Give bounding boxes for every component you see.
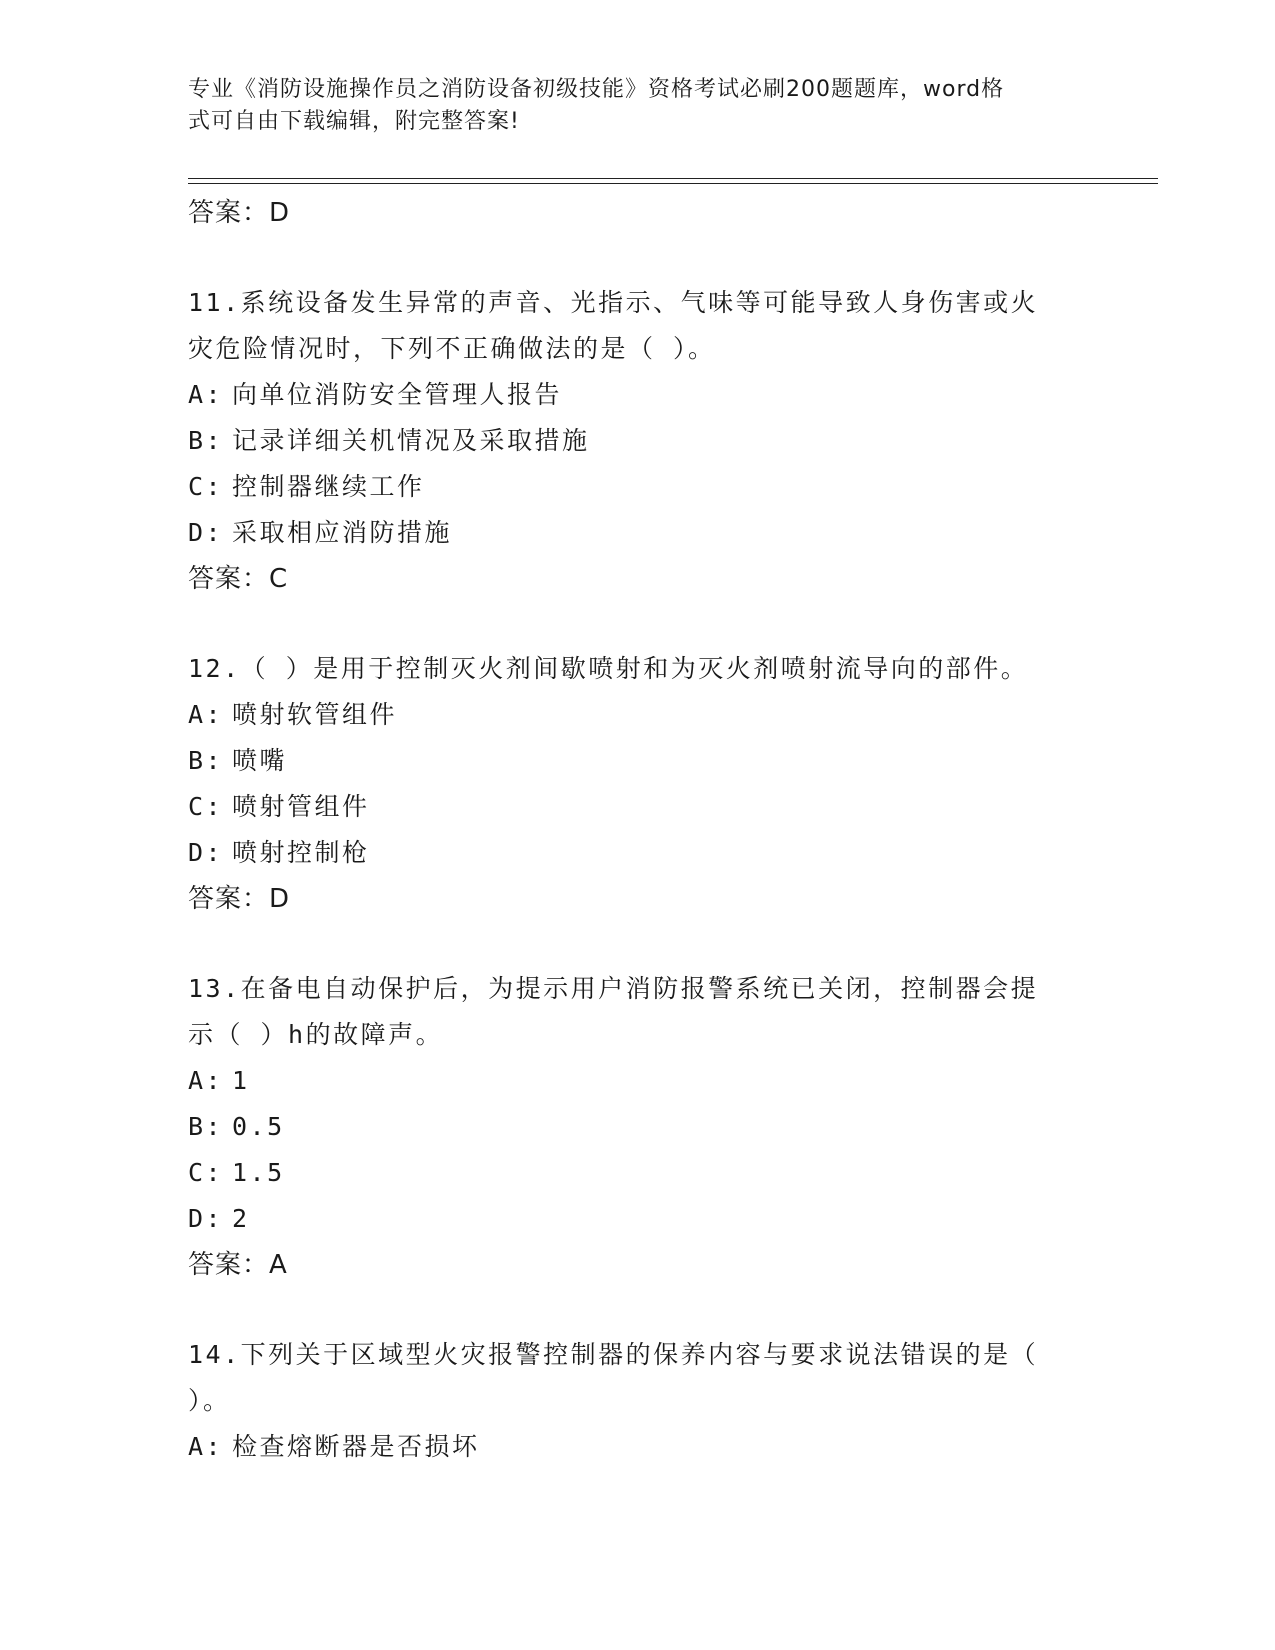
question-text-line: 12.（ ）是用于控制灭火剂间歇喷射和为灭火剂喷射流导向的部件。: [188, 654, 1029, 683]
option-d: [188, 1196, 1088, 1242]
option-a: [188, 1058, 1088, 1104]
option-letter: C:: [188, 472, 224, 501]
option-b: [188, 738, 1088, 784]
question-text-line: ）。: [188, 1386, 231, 1415]
option-letter: D:: [188, 518, 224, 547]
option-text: 采取相应消防措施: [232, 518, 453, 547]
option-c: [188, 1150, 1088, 1196]
option-text: 喷嘴: [232, 746, 288, 775]
option-letter: A:: [188, 1066, 224, 1095]
answer-line: 答案：D: [188, 198, 291, 228]
option-c: [188, 464, 1088, 510]
option-text: 0.5: [232, 1112, 285, 1141]
option-letter: B:: [188, 746, 224, 775]
option-text: 1: [232, 1066, 250, 1095]
option-c: [188, 784, 1088, 830]
question-text-line: 灾危险情况时，下列不正确做法的是（ ）。: [188, 334, 716, 363]
question-text-line: 示（ ）h的故障声。: [188, 1020, 444, 1049]
option-text: 喷射控制枪: [232, 838, 370, 867]
option-text: 向单位消防安全管理人报告: [232, 380, 563, 409]
question-block: [188, 966, 1088, 1288]
option-letter: C:: [188, 1158, 224, 1187]
option-d: [188, 510, 1088, 556]
question-text-line: 14.下列关于区域型火灾报警控制器的保养内容与要求说法错误的是（: [188, 1340, 1039, 1369]
option-letter: D:: [188, 838, 224, 867]
header-line-2: 式可自由下载编辑，附完整答案!: [188, 109, 520, 134]
answer-line: 答案：C: [188, 564, 289, 594]
option-text: 喷射管组件: [232, 792, 370, 821]
answer-line: 答案：D: [188, 884, 291, 914]
question-block: [188, 1332, 1088, 1470]
option-b: [188, 418, 1088, 464]
option-d: [188, 830, 1088, 876]
option-a: [188, 692, 1088, 738]
header-line-1: 专业《消防设施操作员之消防设备初级技能》资格考试必刷200题题库，word格: [188, 77, 1005, 102]
header-divider-bottom: [188, 183, 1158, 184]
answer-line: 答案：A: [188, 1250, 288, 1280]
question-block: [188, 646, 1088, 922]
question-text-line: 13.在备电自动保护后，为提示用户消防报警系统已关闭，控制器会提: [188, 974, 1039, 1003]
option-text: 检查熔断器是否损坏: [232, 1432, 480, 1461]
question-block: [188, 280, 1088, 602]
option-letter: A:: [188, 1432, 224, 1461]
option-text: 1.5: [232, 1158, 285, 1187]
option-letter: A:: [188, 700, 224, 729]
option-a: [188, 1424, 1088, 1470]
option-text: 记录详细关机情况及采取措施: [232, 426, 590, 455]
option-text: 2: [232, 1204, 250, 1233]
question-text-line: 11.系统设备发生异常的声音、光指示、气味等可能导致人身伤害或火: [188, 288, 1039, 317]
option-letter: A:: [188, 380, 224, 409]
option-letter: D:: [188, 1204, 224, 1233]
document-body: [188, 190, 1088, 1470]
document-header: [188, 74, 1068, 138]
option-a: [188, 372, 1088, 418]
option-letter: B:: [188, 1112, 224, 1141]
option-text: 控制器继续工作: [232, 472, 425, 501]
header-divider-top: [188, 178, 1158, 179]
option-letter: C:: [188, 792, 224, 821]
option-text: 喷射软管组件: [232, 700, 398, 729]
option-b: [188, 1104, 1088, 1150]
option-letter: B:: [188, 426, 224, 455]
